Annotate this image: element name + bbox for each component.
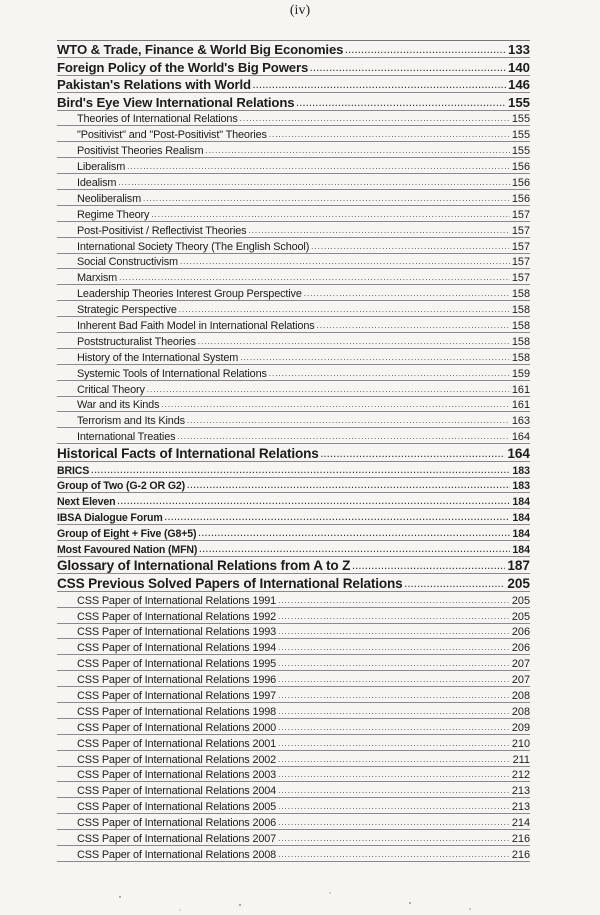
toc-entry-title: Regime Theory [77, 208, 150, 221]
dot-leader [278, 756, 511, 766]
dot-leader [118, 179, 509, 189]
toc-entry-page-number: 183 [512, 464, 530, 477]
toc-entry-page-number: 140 [507, 59, 530, 75]
toc-entry-title: Next Eleven [57, 496, 116, 509]
toc-entry[interactable] [57, 381, 530, 397]
toc-entry-page-number: 157 [511, 224, 530, 237]
toc-entry[interactable] [57, 397, 530, 413]
toc-entry-title: CSS Paper of International Relations 2006 [77, 817, 277, 830]
toc-entry-title: IBSA Dialogue Forum [57, 512, 163, 525]
toc-entry-title: Inherent Bad Faith Model in International Relations [77, 320, 315, 333]
toc-entry-page-number: 133 [507, 42, 530, 58]
toc-entry[interactable] [57, 782, 530, 798]
toc-entry-title: Idealism [77, 177, 117, 190]
toc-entry-page-number: 207 [511, 674, 530, 687]
dot-leader [248, 227, 509, 237]
dot-leader [147, 386, 510, 396]
toc-entry-title: CSS Paper of International Relations 1991 [77, 594, 277, 607]
toc-entry-title: Glossary of International Relations from A to Z [57, 558, 351, 574]
toc-entry-title: CSS Paper of International Relations 2001 [77, 737, 277, 750]
toc-entry-page-number: 184 [512, 496, 530, 509]
toc-entry-page-number: 164 [511, 431, 530, 444]
dot-leader [187, 417, 510, 427]
toc-entry[interactable] [57, 608, 530, 624]
toc-entry[interactable] [57, 93, 530, 110]
toc-entry-page-number: 184 [512, 512, 530, 525]
toc-entry-title: Leadership Theories Interest Group Perspective [77, 288, 302, 301]
toc-entry-page-number: 158 [511, 335, 530, 348]
toc-entry-title: CSS Paper of International Relations 1994 [77, 642, 277, 655]
dot-leader [119, 274, 510, 284]
toc-entry-page-number: 161 [511, 399, 530, 412]
toc-entry[interactable] [57, 76, 530, 93]
toc-entry-title: CSS Paper of International Relations 1998 [77, 705, 277, 718]
toc-entry-title: CSS Paper of International Relations 1992 [77, 610, 277, 623]
toc-entry-title: Group of Two (G-2 OR G2) [57, 480, 186, 493]
dot-leader [278, 628, 510, 638]
toc-entry-page-number: 155 [511, 113, 530, 126]
toc-entry[interactable] [57, 174, 530, 190]
page-number: (iv) [289, 3, 311, 18]
toc-entry-page-number: 157 [511, 272, 530, 285]
dot-leader [179, 306, 510, 316]
toc-entry-title: War and its Kinds [77, 399, 160, 412]
toc-entry-title: CSS Paper of International Relations 1997 [77, 690, 277, 703]
toc-entry-title: Poststructuralist Theories [77, 335, 196, 348]
dot-leader [198, 338, 510, 348]
dot-leader [180, 258, 510, 268]
toc-entry-title: CSS Paper of International Relations 1996 [77, 674, 277, 687]
dot-leader [161, 401, 509, 411]
toc-entry-page-number: 206 [511, 626, 530, 639]
dot-leader [253, 82, 506, 92]
toc-entry-title: Neoliberalism [77, 192, 142, 205]
toc-entry[interactable] [57, 254, 530, 270]
toc-entry[interactable] [57, 285, 530, 301]
dot-leader [278, 803, 510, 813]
toc-entry[interactable] [57, 767, 530, 783]
toc-entry-page-number: 213 [511, 785, 530, 798]
toc-entry-title: Social Constructivism [77, 256, 178, 269]
toc-entry-title: History of the International System [77, 351, 239, 364]
toc-entry-title: Liberalism [77, 161, 126, 174]
toc-entry-title: Most Favoured Nation (MFN) [57, 544, 198, 556]
toc-entry[interactable] [57, 238, 530, 254]
dot-leader [269, 131, 510, 141]
toc-entry-page-number: 206 [511, 642, 530, 655]
toc-entry-title: CSS Paper of International Relations 2007 [77, 833, 277, 846]
toc-entry-page-number: 210 [511, 737, 530, 750]
toc-entry-page-number: 146 [507, 77, 530, 93]
toc-entry-page-number: 213 [511, 801, 530, 814]
toc-entry[interactable] [57, 412, 530, 428]
toc-entry[interactable] [57, 687, 530, 703]
toc-entry[interactable] [57, 830, 530, 846]
toc-entry-title: Pakistan's Relations with World [57, 77, 251, 93]
toc-entry-title: CSS Paper of International Relations 2005 [77, 801, 277, 814]
toc-entry-page-number: 159 [511, 367, 530, 380]
dot-leader [117, 498, 510, 508]
dot-leader [91, 467, 510, 477]
dot-leader [296, 100, 506, 110]
toc-entry-title: CSS Paper of International Relations 2000 [77, 721, 277, 734]
toc-entry-title: Systemic Tools of International Relations [77, 367, 267, 380]
dot-leader [278, 851, 510, 861]
toc-entry-page-number: 184 [512, 544, 530, 556]
toc-entry[interactable] [57, 365, 530, 381]
toc-entry[interactable] [57, 655, 530, 671]
toc-entry-page-number: 157 [511, 208, 530, 221]
toc-entry-title: International Society Theory (The English School) [77, 240, 310, 253]
dot-leader [278, 771, 510, 781]
toc-entry-page-number: 156 [511, 161, 530, 174]
toc-entry[interactable] [57, 639, 530, 655]
toc-entry-page-number: 205 [511, 594, 530, 607]
toc-entry[interactable] [57, 190, 530, 206]
toc-entry[interactable] [57, 525, 530, 541]
toc-entry-title: "Positivist" and "Post-Positivist" Theories [77, 129, 267, 142]
toc-entry[interactable] [57, 703, 530, 719]
dot-leader [278, 676, 510, 686]
dot-leader [127, 163, 510, 173]
toc-entry-page-number: 211 [512, 753, 530, 766]
toc-entry[interactable] [57, 317, 530, 333]
toc-entry[interactable] [57, 493, 530, 509]
dot-leader [278, 740, 510, 750]
toc-entry-page-number: 158 [511, 320, 530, 333]
toc-entry-title: Foreign Policy of the World's Big Powers [57, 59, 309, 75]
toc-entry-page-number: 163 [511, 415, 530, 428]
toc-entry[interactable] [57, 444, 530, 461]
dot-leader [278, 692, 510, 702]
dot-leader [240, 115, 510, 125]
toc-entry[interactable] [57, 624, 530, 640]
toc-entry-page-number: 214 [511, 817, 530, 830]
dot-leader [205, 147, 509, 157]
toc-entry-page-number: 187 [507, 558, 530, 574]
toc-entry[interactable] [57, 557, 530, 574]
toc-entry-title: CSS Paper of International Relations 2004 [77, 785, 277, 798]
toc-entry[interactable] [57, 142, 530, 158]
toc-entry-title: WTO & Trade, Finance & World Big Economies [57, 42, 344, 58]
toc-entry[interactable] [57, 478, 530, 494]
toc-entry[interactable] [57, 158, 530, 174]
toc-entry[interactable] [57, 428, 530, 444]
toc-entry-title: CSS Paper of International Relations 1995 [77, 658, 277, 671]
toc-entry[interactable] [57, 41, 530, 58]
toc-entry-page-number: 161 [511, 383, 530, 396]
dot-leader [304, 290, 510, 300]
toc-entry-title: CSS Paper of International Relations 2008 [77, 848, 277, 861]
toc-entry[interactable] [57, 349, 530, 365]
dot-leader [198, 530, 510, 540]
toc-entry[interactable] [57, 541, 530, 557]
toc-entry-page-number: 205 [511, 610, 530, 623]
dot-leader [177, 433, 509, 443]
dot-leader [151, 211, 510, 221]
dot-leader [278, 597, 510, 607]
toc-entry-page-number: 216 [511, 833, 530, 846]
toc-entry-page-number: 158 [511, 304, 530, 317]
dot-leader [278, 835, 510, 845]
toc-entry[interactable] [57, 333, 530, 349]
dot-leader [345, 47, 506, 57]
toc-entry-page-number: 212 [511, 769, 530, 782]
dot-leader [311, 243, 510, 253]
toc-entry[interactable] [57, 126, 530, 142]
toc-entry[interactable] [57, 206, 530, 222]
toc-entry-page-number: 155 [511, 145, 530, 158]
toc-entry-page-number: 183 [512, 480, 530, 493]
toc-entry-page-number: 156 [511, 177, 530, 190]
dot-leader [143, 195, 510, 205]
toc-entry[interactable] [57, 846, 530, 862]
toc-entry-title: CSS Previous Solved Papers of International Relations [57, 575, 403, 591]
toc-entry-page-number: 207 [511, 658, 530, 671]
toc-entry-page-number: 184 [512, 528, 530, 541]
scan-noise-decoration [0, 875, 600, 915]
toc-entry[interactable] [57, 574, 530, 591]
dot-leader [165, 514, 511, 524]
toc-entry-title: CSS Paper of International Relations 2003 [77, 769, 277, 782]
dot-leader [187, 482, 510, 492]
dot-leader [199, 546, 510, 556]
dot-leader [278, 787, 510, 797]
toc-entry-page-number: 157 [511, 240, 530, 253]
dot-leader [317, 322, 510, 332]
dot-leader [310, 65, 506, 75]
toc-entry-title: Strategic Perspective [77, 304, 177, 317]
toc-entry-page-number: 208 [511, 705, 530, 718]
toc-entry-page-number: 158 [511, 351, 530, 364]
dot-leader [278, 724, 510, 734]
toc-entry-page-number: 209 [511, 721, 530, 734]
toc-entry-page-number: 155 [511, 129, 530, 142]
dot-leader [240, 354, 510, 364]
dot-leader [278, 660, 510, 670]
dot-leader [405, 581, 506, 591]
toc-entry-title: BRICS [57, 464, 90, 477]
toc-entry-page-number: 164 [507, 445, 530, 461]
table-of-contents [57, 40, 530, 862]
toc-entry-page-number: 208 [511, 690, 530, 703]
toc-entry[interactable] [57, 719, 530, 735]
toc-entry-title: Critical Theory [77, 383, 145, 396]
toc-entry-page-number: 216 [511, 848, 530, 861]
toc-entry[interactable] [57, 462, 530, 478]
toc-entry[interactable] [57, 671, 530, 687]
dot-leader [278, 819, 510, 829]
toc-entry-page-number: 155 [507, 94, 530, 110]
toc-entry[interactable] [57, 798, 530, 814]
toc-entry-title: Terrorism and Its Kinds [77, 415, 185, 428]
toc-entry-page-number: 158 [511, 288, 530, 301]
toc-entry[interactable] [57, 751, 530, 767]
toc-entry-title: CSS Paper of International Relations 2002 [77, 753, 277, 766]
dot-leader [278, 644, 510, 654]
dot-leader [352, 563, 505, 573]
toc-entry[interactable] [57, 814, 530, 830]
toc-entry-page-number: 205 [507, 575, 530, 591]
dot-leader [269, 370, 510, 380]
toc-entry[interactable] [57, 735, 530, 751]
toc-entry-title: Marxism [77, 272, 118, 285]
toc-entry-title: Group of Eight + Five (G8+5) [57, 528, 197, 541]
toc-entry-title: Post-Positivist / Reflectivist Theories [77, 224, 247, 237]
dot-leader [321, 451, 506, 461]
toc-entry-title: Bird's Eye View International Relations [57, 94, 295, 110]
toc-entry-title: Theories of International Relations [77, 113, 238, 126]
dot-leader [278, 613, 510, 623]
toc-entry[interactable] [57, 111, 530, 127]
dot-leader [278, 708, 510, 718]
toc-entry[interactable] [57, 269, 530, 285]
toc-entry-title: Historical Facts of International Relations [57, 445, 319, 461]
toc-entry-page-number: 157 [511, 256, 530, 269]
toc-entry-title: CSS Paper of International Relations 1993 [77, 626, 277, 639]
toc-entry-title: Positivist Theories Realism [77, 145, 204, 158]
toc-entry[interactable] [57, 592, 530, 608]
toc-entry[interactable] [57, 222, 530, 238]
toc-entry[interactable] [57, 58, 530, 75]
toc-entry[interactable] [57, 301, 530, 317]
toc-entry[interactable] [57, 509, 530, 525]
toc-entry-page-number: 156 [511, 192, 530, 205]
toc-entry-title: International Treaties [77, 431, 176, 444]
